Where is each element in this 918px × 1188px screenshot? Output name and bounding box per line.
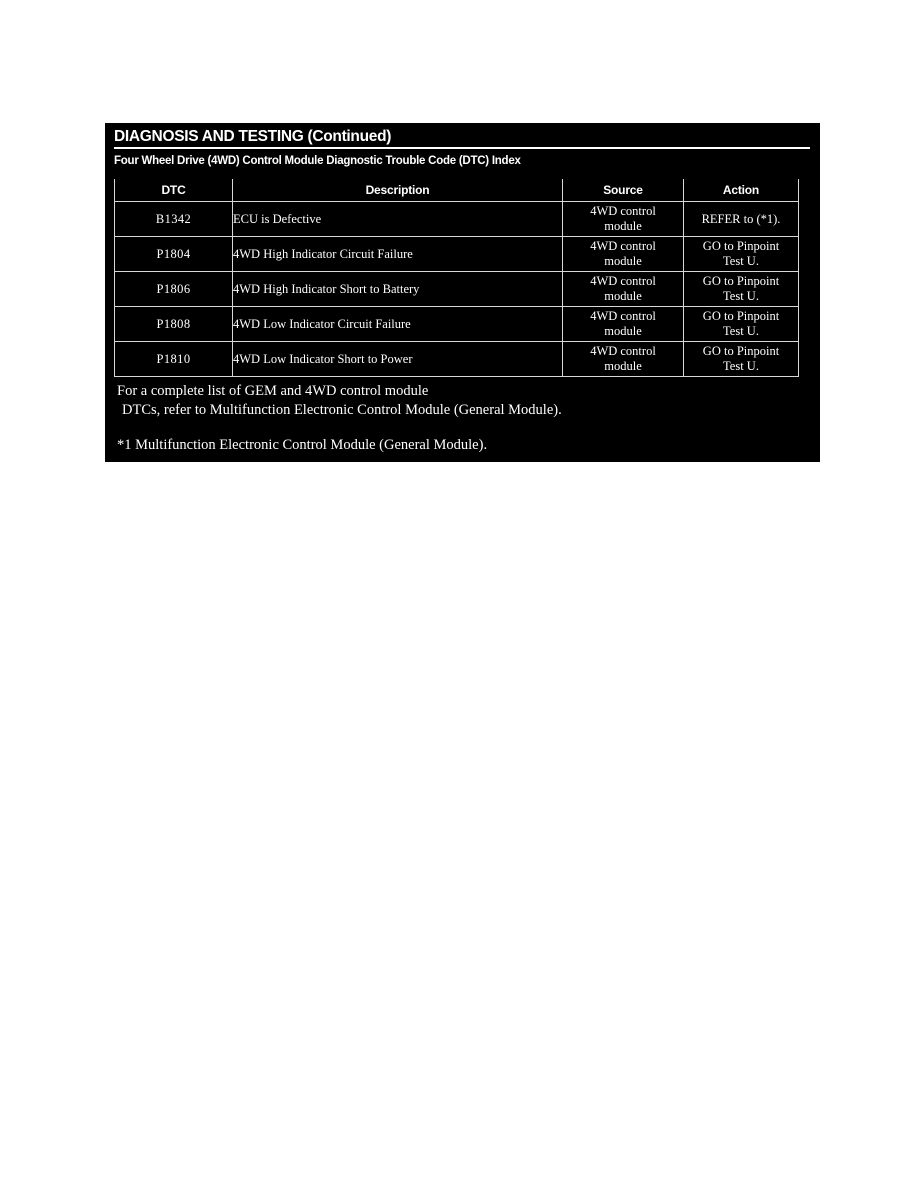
reference-note-line2: DTCs, refer to Multifunction Electronic Control Module (General Module). — [122, 402, 562, 418]
cell-source-line2: module — [604, 219, 642, 233]
cell-action-line2: Test U. — [723, 289, 759, 303]
cell-dtc: P1806 — [115, 272, 233, 307]
cell-action — [684, 307, 799, 342]
scanned-page-panel — [105, 123, 820, 462]
cell-source-line2: module — [604, 289, 642, 303]
table-header-row — [115, 179, 799, 202]
column-header-dtc: DTC — [115, 179, 233, 202]
reference-note — [117, 382, 807, 420]
cell-description: 4WD Low Indicator Short to Power — [233, 342, 563, 377]
cell-action — [684, 272, 799, 307]
reference-note-line1: For a complete list of GEM and 4WD control module — [117, 383, 429, 399]
cell-source — [563, 342, 684, 377]
cell-source-line1: 4WD control — [590, 344, 656, 358]
cell-source-line1: 4WD control — [590, 204, 656, 218]
page-subtitle: Four Wheel Drive (4WD) Control Module Diagnostic Trouble Code (DTC) Index — [114, 155, 521, 167]
table-row — [115, 237, 799, 272]
title-underline-rule — [114, 147, 810, 149]
cell-source-line1: 4WD control — [590, 239, 656, 253]
column-header-action: Action — [684, 179, 799, 202]
cell-source — [563, 307, 684, 342]
cell-action-line1: GO to Pinpoint — [702, 309, 780, 323]
cell-description: 4WD Low Indicator Circuit Failure — [233, 307, 563, 342]
cell-dtc: P1808 — [115, 307, 233, 342]
footnote-1: *1 Multifunction Electronic Control Module (General Module). — [117, 437, 488, 453]
page-header — [114, 127, 810, 168]
cell-action — [684, 202, 799, 237]
cell-description: 4WD High Indicator Circuit Failure — [233, 237, 563, 272]
cell-source — [563, 272, 684, 307]
cell-description: 4WD High Indicator Short to Battery — [233, 272, 563, 307]
cell-source-line2: module — [604, 359, 642, 373]
table-row — [115, 307, 799, 342]
table-row — [115, 342, 799, 377]
cell-action-line1: REFER to (*1). — [701, 211, 781, 226]
cell-source-line2: module — [604, 324, 642, 338]
cell-source — [563, 237, 684, 272]
cell-action — [684, 342, 799, 377]
column-header-description: Description — [233, 179, 563, 202]
dtc-index-table — [114, 179, 799, 377]
cell-description: ECU is Defective — [233, 202, 563, 237]
cell-action-line1: GO to Pinpoint — [702, 274, 780, 288]
cell-action-line2: Test U. — [723, 254, 759, 268]
cell-action-line2: Test U. — [723, 324, 759, 338]
table-row — [115, 272, 799, 307]
cell-source-line2: module — [604, 254, 642, 268]
column-header-source: Source — [563, 179, 684, 202]
cell-dtc: P1810 — [115, 342, 233, 377]
cell-dtc: B1342 — [115, 202, 233, 237]
cell-source — [563, 202, 684, 237]
page-title: DIAGNOSIS AND TESTING (Continued) — [114, 128, 392, 145]
cell-action-line1: GO to Pinpoint — [702, 239, 780, 253]
table-row — [115, 202, 799, 237]
cell-dtc: P1804 — [115, 237, 233, 272]
cell-source-line1: 4WD control — [590, 309, 656, 323]
cell-action-line2: Test U. — [723, 359, 759, 373]
cell-source-line1: 4WD control — [590, 274, 656, 288]
cell-action-line1: GO to Pinpoint — [702, 344, 780, 358]
cell-action — [684, 237, 799, 272]
